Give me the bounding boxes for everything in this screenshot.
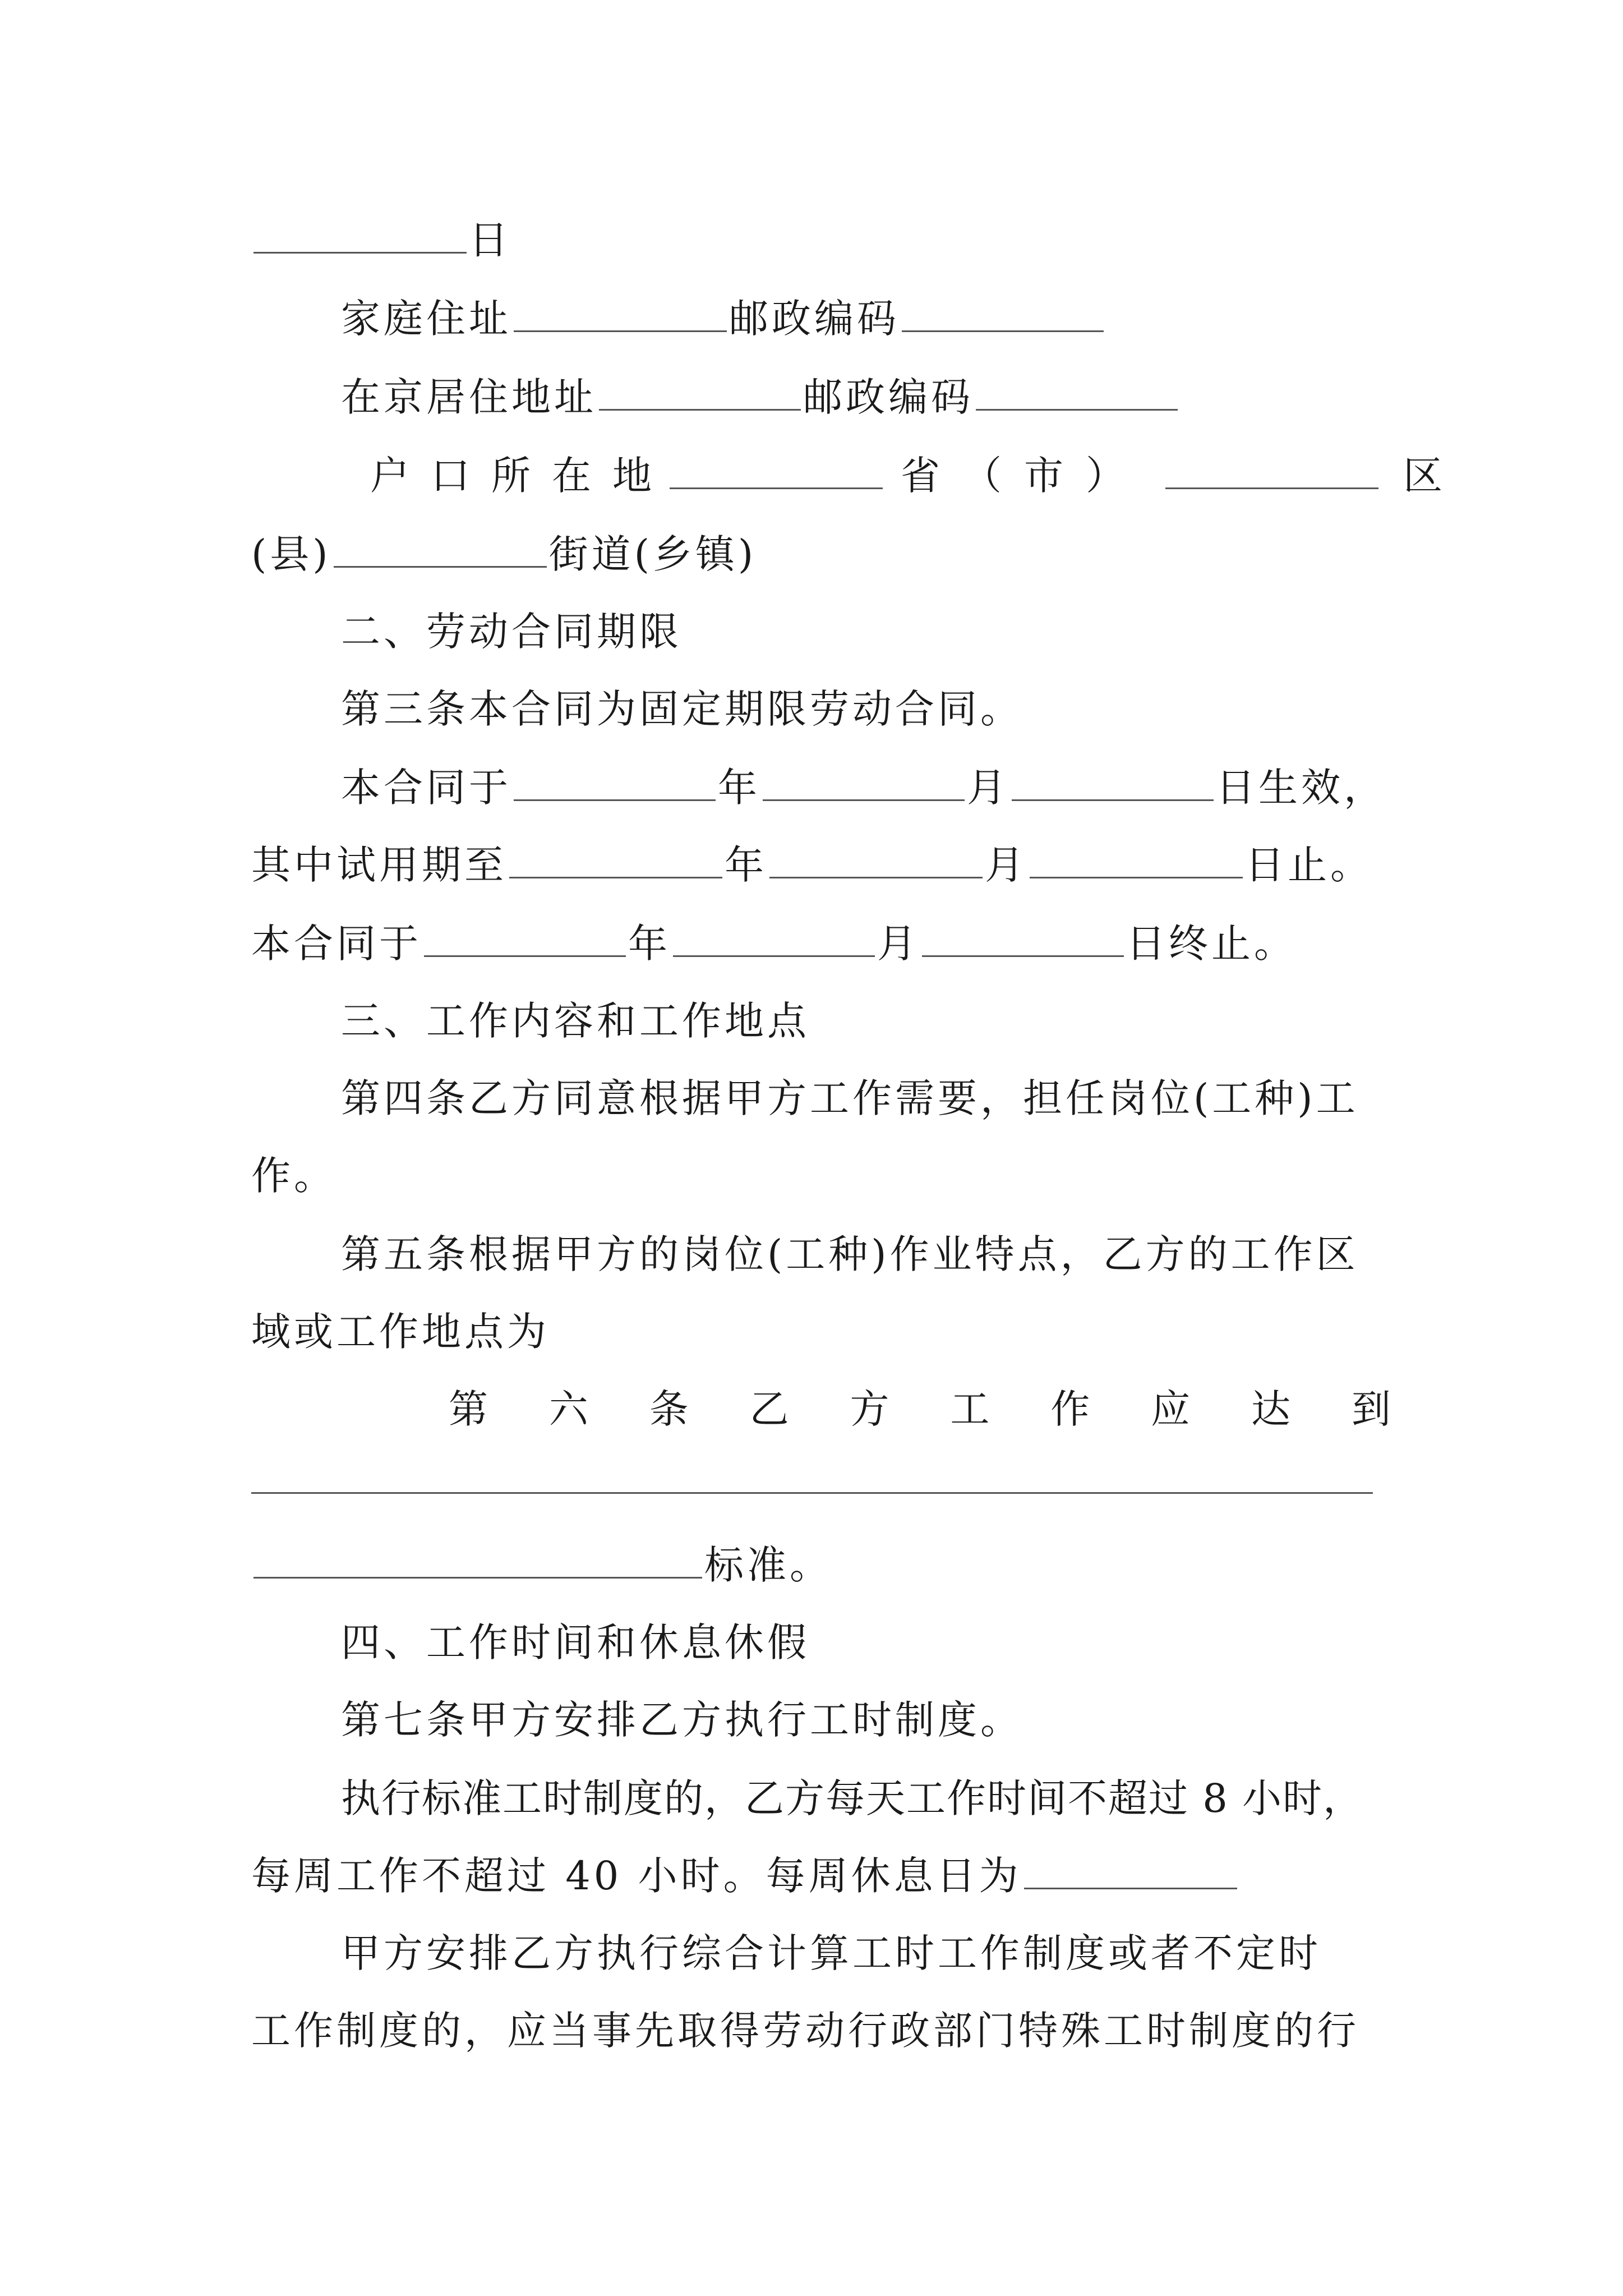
clause-6-char: 方 [850,1386,889,1432]
line-termination [251,910,1390,977]
year-field[interactable] [514,760,716,801]
hukou-char: 户 [370,453,409,499]
clause-7 [341,1686,1390,1754]
text: 年 [628,921,671,967]
clause-5-cont [251,1298,1390,1365]
day-field[interactable] [922,916,1124,957]
label-beijing-address: 在京居住地址 [341,374,597,420]
clause-text: 作。 [251,1153,336,1199]
year-field[interactable] [509,838,722,878]
blank-field[interactable] [253,213,467,254]
clause-text: 甲方安排乙方执行综合计算工时工作制度或者不定时 [341,1930,1321,1976]
day-field[interactable] [1030,838,1243,878]
standard-field-line[interactable] [251,1492,1373,1494]
text: 每周工作不超过 40 小时。每周休息日为 [251,1853,1022,1899]
text: 年 [725,842,767,888]
clause-6-char: 达 [1251,1386,1290,1432]
year-field[interactable] [424,916,626,957]
postcode-field[interactable] [976,370,1178,411]
city-field[interactable] [1165,448,1378,489]
section-heading-work [341,987,1390,1055]
label-province: 省（市） [901,453,1147,499]
clause-6-char: 六 [548,1386,588,1432]
line-county [251,521,1390,588]
text: 标准。 [704,1542,832,1588]
clause-7-special-cont [251,1997,1390,2064]
heading-text: 四、工作时间和休息休假 [341,1619,810,1665]
standard-field[interactable] [253,1538,702,1579]
clause-6-char: 第 [449,1386,488,1432]
text: 本合同于 [341,765,511,811]
text: 日生效， [1216,765,1386,811]
section-heading-term [341,598,1390,665]
clause-6-char: 条 [649,1386,689,1432]
month-field[interactable] [763,760,965,801]
month-field[interactable] [673,916,875,957]
line-effective-date [341,754,1390,821]
heading-text: 二、劳动合同期限 [341,609,682,655]
clause-text: 第五条根据甲方的岗位(工种)作业特点，乙方的工作区 [341,1231,1359,1277]
label-postcode: 邮政编码 [803,374,974,420]
section-heading-hours [341,1609,1390,1676]
text: 日 [469,217,511,263]
text: 本合同于 [251,921,422,967]
clause-5 [341,1221,1390,1288]
clause-text: 第三条本合同为固定期限劳动合同。 [341,686,1023,732]
clause-6-char: 作 [1050,1386,1090,1432]
hukou-char: 所 [491,453,531,499]
clause-text: 域或工作地点为 [251,1309,550,1355]
line-day [251,206,1390,274]
text: 月 [877,921,920,967]
label-county: (县) [251,531,331,577]
day-field[interactable] [1012,760,1214,801]
text: 日止。 [1245,842,1373,888]
clause-text: 第四条乙方同意根据甲方工作需要，担任岗位(工种)工 [341,1075,1359,1121]
label-postcode: 邮政编码 [729,296,900,342]
clause-text: 工作制度的，应当事先取得劳动行政部门特殊工时制度的行 [251,2008,1359,2054]
line-weekly-rest [251,1842,1390,1910]
clause-text: 执行标准工时制度的，乙方每天工作时间不超过 8 小时， [341,1775,1364,1821]
line-standard [251,1531,1390,1599]
hukou-char: 口 [431,453,470,499]
clause-3 [341,675,1390,743]
clause-7-standard [341,1765,1390,1832]
line-probation [251,831,1390,899]
home-address-field[interactable] [514,291,727,332]
clause-6 [449,1375,1391,1443]
beijing-address-field[interactable] [599,370,801,411]
label-district: 区 [1403,453,1442,499]
text: 其中试用期至 [251,842,507,888]
month-field[interactable] [769,838,983,878]
clause-6-char: 工 [950,1386,990,1432]
clause-4-cont [251,1142,1390,1209]
postcode-field[interactable] [902,291,1104,332]
hukou-char: 地 [612,453,652,499]
clause-6-char: 乙 [749,1386,789,1432]
hukou-field[interactable] [670,448,883,489]
text: 月 [985,842,1027,888]
text: 年 [718,765,760,811]
clause-4 [341,1065,1390,1132]
text: 月 [967,765,1009,811]
label-home-address: 家庭住址 [341,296,511,342]
clause-6-char: 到 [1351,1386,1391,1432]
clause-7-special [341,1920,1390,1987]
hukou-char: 在 [552,453,591,499]
county-field[interactable] [334,527,547,568]
label-street: 街道(乡镇) [548,531,757,577]
line-hukou [370,442,1442,509]
clause-text: 第七条甲方安排乙方执行工时制度。 [341,1697,1023,1743]
text: 日终止。 [1126,921,1297,967]
clause-6-char: 应 [1151,1386,1191,1432]
line-beijing-address [341,364,1390,431]
rest-day-field[interactable] [1024,1848,1237,1889]
heading-text: 三、工作内容和工作地点 [341,998,810,1044]
line-home-address [341,285,1390,352]
